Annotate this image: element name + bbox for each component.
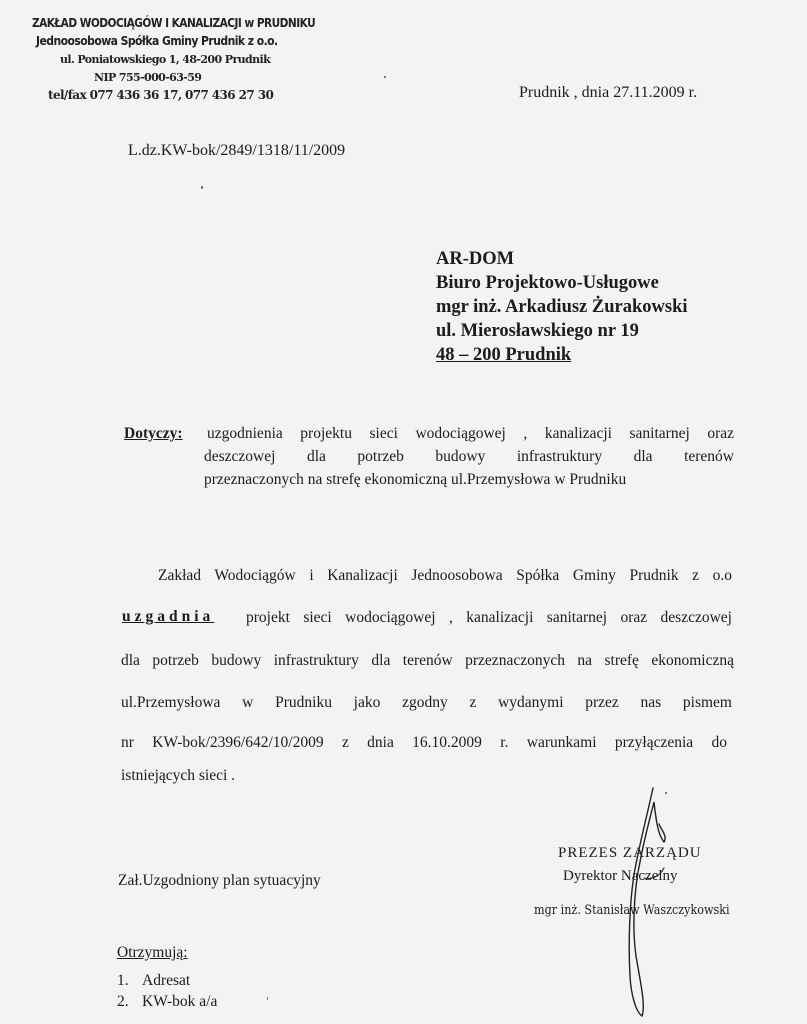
body-line: projekt sieci wodociągowej , kanalizacji sanitarnej oraz deszczowej [246, 609, 732, 626]
body-line: nr KW-bok/2396/642/10/2009 z dnia 16.10.2009 r. warunkami przyłączenia do [121, 734, 727, 751]
scan-speck [267, 997, 268, 1000]
subject-line: przeznaczonych na strefę ekonomiczną ul.Przemysłowa w Prudniku [204, 471, 627, 488]
subject-line: deszczowej dla potrzeb budowy infrastruktury dla terenów [204, 448, 734, 465]
body-line: ul.Przemysłowa w Prudniku jako zgodny z wydanymi przez nas pismem [121, 694, 732, 711]
addressee-city: 48 – 200 Prudnik [436, 345, 572, 365]
handwritten-signature [580, 780, 710, 1020]
addressee-office: Biuro Projektowo-Usługowe [436, 273, 659, 293]
company-address: ul. Poniatowskiego 1, 48-200 Prudnik [60, 53, 271, 66]
body-line: istniejących sieci . [121, 767, 236, 784]
addressee-person: mgr inż. Arkadiusz Żurakowski [436, 297, 688, 317]
scan-speck [201, 186, 203, 189]
subject-line: uzgodnienia projektu sieci wodociągowej , kanalizacji sanitarnej oraz [207, 425, 734, 442]
company-phone: tel/fax 077 436 36 17, 077 436 27 30 [48, 88, 274, 102]
addressee-street: ul. Mierosławskiego nr 19 [436, 321, 639, 341]
scan-speck [384, 76, 386, 78]
company-nip: NIP 755-000-63-59 [94, 71, 202, 84]
body-line: dla potrzeb budowy infrastruktury dla terenów przeznaczonych na strefę ekonomiczną [121, 652, 734, 669]
company-name: ZAKŁAD WODOCIĄGÓW I KANALIZACJI w PRUDNIKU [32, 16, 316, 30]
reference-number: L.dz.KW-bok/2849/1318/11/2009 [128, 142, 346, 159]
signatory-role: Dyrektor Naczelny [563, 868, 678, 884]
body-verb: uzgadnia [122, 608, 215, 625]
recipient-name: Adresat [142, 972, 191, 989]
signatory-name: mgr inż. Stanisław Waszczykowski [534, 903, 730, 918]
attachment-note: Zał.Uzgodniony plan sytuacyjny [118, 872, 321, 889]
addressee-block [436, 247, 688, 367]
recipient-name: KW-bok a/a [142, 993, 218, 1010]
letter-date: Prudnik , dnia 27.11.2009 r. [519, 84, 698, 101]
body-line: Zakład Wodociągów i Kanalizacji Jednoosobowa Spółka Gminy Prudnik z o.o [158, 567, 732, 584]
addressee-company: AR-DOM [436, 249, 515, 269]
recipient-number: 2. [117, 993, 129, 1010]
recipient-item [117, 972, 190, 990]
recipient-item [117, 993, 217, 1011]
recipients-label: Otrzymują: [117, 944, 188, 961]
scan-speck [665, 792, 667, 794]
recipient-number: 1. [117, 972, 129, 989]
company-legal-form: Jednoosobowa Spółka Gminy Prudnik z o.o. [36, 34, 278, 48]
signatory-title: PREZES ZARZĄDU [558, 845, 702, 861]
subject-label: Dotyczy: [124, 425, 183, 442]
